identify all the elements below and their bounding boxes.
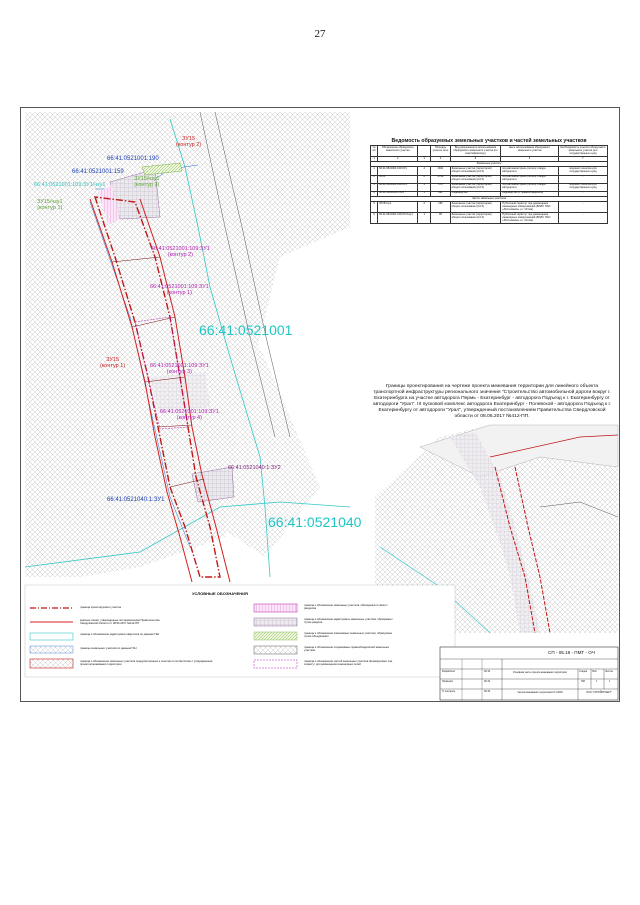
cell: Земельные участки (территории) общего пользования (12.0) <box>450 213 501 224</box>
cell: Публичный сервитут под размещение инженерных коммуникаций (ВОЛС ПАО «Ростелеком» и т. Истом) <box>501 202 559 213</box>
cell: под автомагистраль (полосу отвода автодороги) <box>501 175 559 183</box>
col-number: 1 <box>371 157 378 162</box>
col-number: 6 <box>501 157 559 162</box>
legend-item: граница и обозначение кадастровых кварталов по данным ГКН <box>80 633 160 636</box>
cell: Земельные участки (территории) общего пользования (12.0) <box>450 183 501 191</box>
col-number: 3 <box>418 157 431 162</box>
cell: 2798 <box>431 175 450 183</box>
page-number: 27 <box>314 28 326 40</box>
label-zu1-040: 66:41:0521040:1:ЗУ1 <box>107 497 165 503</box>
label-parcel-190: 66:41:0521001:190 <box>107 156 159 162</box>
label-quarter-2: 66:41:0521040 <box>268 514 362 530</box>
cell: 3 <box>371 183 378 191</box>
col-number: 4 <box>431 157 450 162</box>
cell: 5 <box>371 202 378 213</box>
cell: 1 <box>418 213 431 224</box>
project-boundary-note: Границы проектирования на чертеже проекта межевания территории для линейного объекта транспортной инфраструктуры регионального значения "Строительство автомобильной дороги вокруг г. Екатеринбурга на участке автодорога Пермь - Екатеринбург - автодорога Подъезд к г. Екатеринбургу от автодороги "Урал". III пусковой комплекс автодорога Екатеринбург - Полевской - автодорога Подъезд к г. Екатеринбургу от автодороги "Урал", утвержденный постановлением Правительства Свердловской области от 08.06.2017 №412-ПП. <box>372 384 612 420</box>
stage-label: Стадия <box>579 670 588 673</box>
cell: 2 <box>418 202 431 213</box>
stamp-date: 06.19 <box>484 680 490 683</box>
cell: 152 <box>431 202 450 213</box>
organization: ООО "СТРОЙПРОЕКТ" <box>586 691 612 694</box>
cell: 1811 <box>431 167 450 175</box>
label-zu15-contour1: ЗУ15 (контур 1) <box>100 357 126 369</box>
cell: 4 <box>371 191 378 196</box>
cell: Публичный сервитут под размещение инженерных коммуникаций (ВОЛС ПАО «Ростелеком» и т. Истом) <box>501 213 559 224</box>
cell: 2 <box>371 175 378 183</box>
sheet-value: 1 <box>596 680 598 683</box>
cell: 1 <box>418 183 431 191</box>
label-zu1-c2: 66:41:0521001:109:ЗУ1 (контур 2) <box>151 246 210 258</box>
cell: 66:41:0521001:109:ЗУ1 <box>378 183 418 191</box>
cell: 4 <box>418 167 431 175</box>
cell: под автомагистраль (полосу отвода автодороги) <box>501 167 559 175</box>
sheets-value: 1 <box>609 680 611 683</box>
section-label: Земельные участки <box>371 162 608 167</box>
cell: 1 <box>371 167 378 175</box>
col-number: 2 <box>378 157 418 162</box>
table-row <box>371 167 608 175</box>
cell: 173 <box>431 183 450 191</box>
cell: 66:41:0521001:109:ЗУ1 <box>378 167 418 175</box>
col-number: 5 <box>450 157 501 162</box>
cell: 1 <box>418 191 431 196</box>
cell: Земельные участки (территории) общего пользования (12.0) <box>450 202 501 213</box>
table-row <box>371 183 608 191</box>
sheet-label: Лист <box>592 670 598 673</box>
cell: 6 <box>371 213 378 224</box>
legend-item: граница и обозначение изменяемых земельных участков, образуемых путем объединения <box>304 632 393 639</box>
parcels-table-block <box>370 138 608 266</box>
label-zu15-contour2: ЗУ15 (контур 2) <box>176 136 202 148</box>
label-parcel-159: 66:41:0521001:159 <box>72 169 124 175</box>
cell: - <box>558 175 607 183</box>
stamp-role: Разработал <box>442 670 456 673</box>
legend-item: границы земельных участков по данным ГКН <box>80 647 137 650</box>
header-cell: Площадь участка, кв.м <box>431 146 450 157</box>
table-header-row <box>371 146 608 157</box>
cell: 2 <box>418 175 431 183</box>
table-row <box>371 175 608 183</box>
cell: под автомагистраль (полосу отвода автодороги) <box>501 183 559 191</box>
col-number: 7 <box>558 157 607 162</box>
section-label: Части земельных участков <box>371 196 608 201</box>
legend-item: граница проектируемого участка <box>80 606 121 609</box>
legend-title: УСЛОВНЫЕ ОБОЗНАЧЕНИЯ <box>192 591 248 596</box>
legend-item: граница и обозначение сохраняемых правообладателей земельных участков <box>304 646 390 653</box>
label-zu1-c1: 66:41:0521001:109:ЗУ1 (контур 1) <box>150 284 209 296</box>
cell: - <box>558 191 607 196</box>
sheets-label: Листов <box>605 670 613 673</box>
label-zu1-c4: 66:41:0521001:109:ЗУ1 (контур 4) <box>160 409 219 421</box>
drawing-code: СП - 05.19 - ПМТ - ОЧ <box>548 650 595 655</box>
table-row <box>371 213 608 224</box>
legend-item: красные линии, утвержденные постановлением Правительства Свердловской области от 08.06.2017 №412-ПП <box>80 619 160 626</box>
stamp-date: 06.19 <box>484 690 490 693</box>
legend-item: граница и обозначение земельных участков предусмотренных к изъятию в соответствии с утвержденным проектом межевания территории <box>80 660 213 667</box>
cell: 66:41:0521040:1:ЗУ2 <box>378 191 418 196</box>
label-zu15-chzu1: 66:41:0521001:109:ЗУ1/чзу1 <box>34 182 106 188</box>
cell: Земельные участки (территории) общего пользования (12.0) <box>450 167 501 175</box>
cell: 95 <box>431 213 450 224</box>
label-quarter-1: 66:41:0521001 <box>199 322 293 338</box>
header-cell: № п/п <box>371 146 378 157</box>
stamp-role: Проверил <box>442 680 454 683</box>
table-row <box>371 202 608 213</box>
header-cell: Обозначение образуемого земельного участка <box>378 146 418 157</box>
cell: 621 <box>431 191 450 196</box>
header-cell <box>418 146 431 157</box>
drawing-title: Чертеж межевания территории М 1:2000 <box>517 691 563 694</box>
label-zu2: 66:41:0521040:1:ЗУ2 <box>228 465 281 471</box>
cell: - <box>558 202 607 213</box>
cell: ЗУ15/чзу1 <box>378 202 418 213</box>
parcels-table <box>370 145 608 224</box>
legend-item: граница и обозначение кадастровых земельных участков, образуемых путем раздела <box>304 618 393 625</box>
label-zu1-c3: 66:41:0521001:109:ЗУ1 (контур 3) <box>150 363 209 375</box>
label-zu15-chzu1-c2: ЗУ15/чзу1 (контур 2) <box>134 176 160 188</box>
legend-item: граница и обозначение частей земельных участков формируемых под сервитут для размещения инженерных сетей <box>304 660 393 667</box>
header-cell: Вид разрешенного использования образуемого земельного участка (по классификатору) <box>450 146 501 157</box>
parcels-table-title: Ведомость образуемых земельных участков и частей земельных участков <box>391 138 587 144</box>
stamp-date: 06.19 <box>484 670 490 673</box>
stage-value: ПМ <box>581 680 585 683</box>
cell: Садоводство <box>450 191 501 196</box>
sheet-title: Основная часть проекта межевания территории <box>513 671 567 674</box>
cell: ЗУ15 <box>378 175 418 183</box>
cell: садоводство (с правообладателя) <box>501 191 559 196</box>
legend-item: граница и обозначение земельных участков, образуемых в связи с разделом <box>304 604 388 611</box>
cell: Земельные участки (территории) общего пользования (12.0) <box>450 175 501 183</box>
cell: подлежит изъятию для государственных нужд <box>558 183 607 191</box>
cell: - <box>558 213 607 224</box>
cell: 66:41:0521001:109:ЗУ1/чзу1 <box>378 213 418 224</box>
stamp-role: Н. контроль <box>442 690 456 693</box>
cell: подлежит изъятию для государственных нужд <box>558 167 607 175</box>
header-cell: Цель использования образуемого земельного участка <box>501 146 559 157</box>
header-cell: Необходимость изъятия образуемого земельного участка для государственных нужд <box>558 146 607 157</box>
label-zu15-chzu1-c1: ЗУ15/чзу1 (контур 1) <box>37 199 63 211</box>
